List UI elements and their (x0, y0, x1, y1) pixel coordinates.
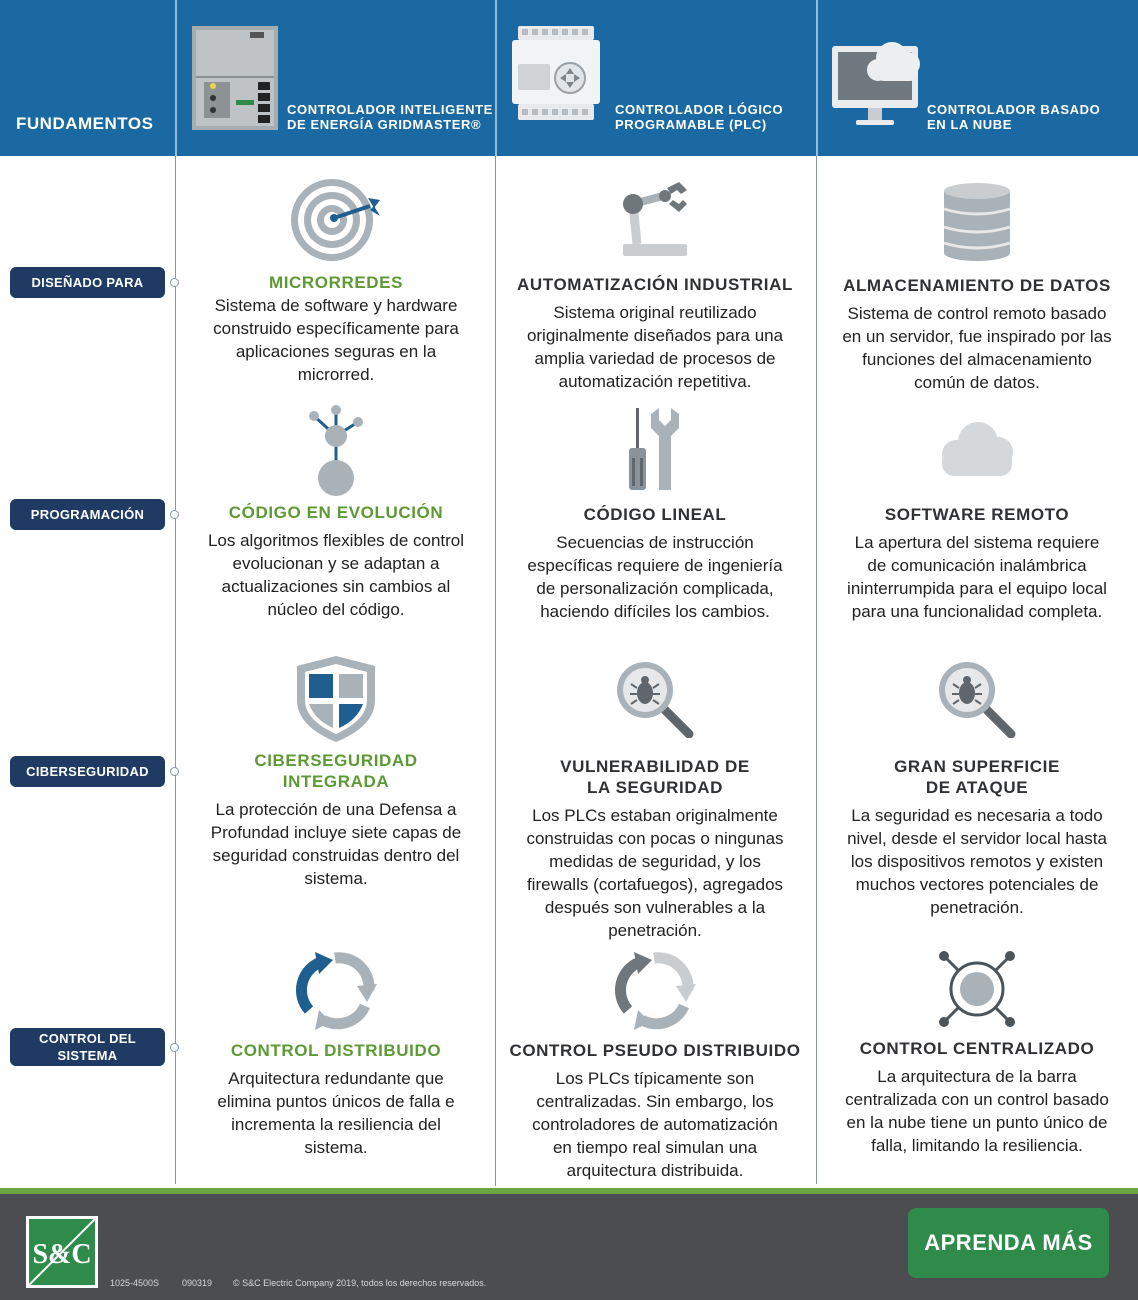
cell-title: CONTROL CENTRALIZADO (859, 1039, 1095, 1058)
header-bar (0, 0, 1138, 156)
cell-title: CIBERSEGURIDAD INTEGRADA (254, 751, 418, 791)
row-connector-dot (170, 510, 179, 519)
cloud-icon (938, 420, 1016, 480)
copyright-text: © S&C Electric Company 2019, todos los derechos reservados. (233, 1278, 487, 1288)
footer-bar (0, 1188, 1138, 1300)
cell-centralized-control (822, 948, 1132, 1157)
plc-module-icon (510, 24, 602, 124)
bug-magnifier-icon (615, 660, 695, 738)
header-divider (495, 0, 497, 156)
column-header-plc: CONTROLADOR LÓGICO PROGRAMABLE (PLC) (615, 102, 784, 132)
cell-remote-software (822, 420, 1132, 623)
gridmaster-cabinet-icon (192, 26, 278, 130)
cycle-arrows-gray-icon (610, 948, 700, 1032)
cell-title: GRAN SUPERFICIE DE ATAQUE (894, 757, 1060, 797)
row-connector-dot (170, 278, 179, 287)
cell-description: Sistema de software y hardware construido específicamente para aplicaciones seguras en la microrred. (213, 296, 459, 384)
cell-pseudo-distributed-control (500, 948, 810, 1182)
cell-description: Arquitectura redundante que elimina puntos únicos de falla e incrementa la resiliencia del sistema. (217, 1069, 455, 1157)
central-hub-icon (936, 948, 1018, 1030)
cell-title: CONTROL PSEUDO DISTRIBUIDO (509, 1041, 801, 1060)
date-code: 090319 (182, 1278, 213, 1288)
column-header-gridmaster: CONTROLADOR INTELIGENTE DE ENERGÍA GRIDMASTER® (287, 102, 493, 132)
target-icon (290, 176, 382, 264)
cell-description: Sistema de control remoto basado en un servidor, fue inspirado por las funciones del almacenamiento común de datos. (842, 304, 1112, 392)
column-divider (175, 156, 176, 1184)
doc-number: 1025-4500S (110, 1278, 160, 1288)
row-label-programming: PROGRAMACIÓN (10, 499, 165, 530)
cell-description: Los PLCs típicamente son centralizadas. Sin embargo, los controladores de automatización en tiempo real simulan una arquitectura distribuida. (532, 1069, 778, 1180)
learn-more-button[interactable]: APRENDA MÁS (908, 1208, 1109, 1278)
cell-evolving-code (181, 404, 491, 621)
evolving-nodes-icon (306, 404, 366, 498)
header-divider (175, 0, 177, 156)
cell-title: VULNERABILIDAD DE LA SEGURIDAD (560, 757, 750, 797)
cell-description: Los PLCs estaban originalmente construidas con pocas o ningunas medidas de seguridad, y los firewalls (cortafuegos), agregados después son vulnerables a la penetración. (526, 806, 784, 940)
cell-industrial-automation (500, 178, 810, 393)
cell-large-attack-surface (822, 660, 1132, 919)
cell-description: La seguridad es necesaria a todo nivel, desde el servidor local hasta los dispositivos remotos y existen muchos vectores potenciales de penetración. (847, 806, 1107, 917)
row-connector-dot (170, 767, 179, 776)
column-divider (816, 156, 817, 1184)
cell-title: CÓDIGO EN EVOLUCIÓN (228, 503, 444, 522)
row-label-designed-for: DISEÑADO PARA (10, 267, 165, 298)
row-label-system-control: CONTROL DEL SISTEMA (10, 1028, 165, 1066)
cell-title: CONTROL DISTRIBUIDO (230, 1041, 442, 1060)
cell-microgrids (181, 176, 491, 386)
cell-description: Los algoritmos flexibles de control evolucionan y se adaptan a actualizaciones sin cambios al núcleo del código. (207, 531, 465, 619)
cell-title: ALMACENAMIENTO DE DATOS (843, 276, 1111, 295)
logo-text: S&C (32, 1239, 92, 1270)
sc-logo[interactable] (26, 1216, 98, 1288)
cycle-arrows-icon (291, 948, 381, 1032)
shield-icon (295, 654, 377, 744)
cell-title: SOFTWARE REMOTO (884, 505, 1070, 524)
row-connector-dot (170, 1043, 179, 1052)
column-divider (495, 156, 496, 1186)
robot-arm-icon (615, 178, 695, 262)
column-header-cloud: CONTROLADOR BASADO EN LA NUBE (927, 102, 1101, 132)
row-label-cybersecurity: CIBERSEGURIDAD (10, 756, 165, 787)
cell-title: MICRORREDES (268, 273, 404, 292)
database-icon (942, 181, 1012, 261)
fundamentals-heading: FUNDAMENTOS (16, 114, 154, 133)
cloud-monitor-icon (830, 30, 928, 130)
cell-linear-code (500, 406, 810, 623)
sc-logo-icon (29, 1219, 95, 1285)
cell-description: Sistema original reutilizado originalmente diseñados para una amplia variedad de procesos de automatización repetitiva. (526, 303, 784, 391)
cell-security-vulnerability (500, 660, 810, 942)
cell-title: AUTOMATIZACIÓN INDUSTRIAL (517, 275, 793, 294)
bug-magnifier-icon (937, 660, 1017, 738)
cell-data-storage (822, 181, 1132, 394)
cell-description: Secuencias de instrucción específicas requiere de ingeniería de personalización complicada, haciendo difíciles los cambios. (527, 533, 783, 621)
cell-description: La apertura del sistema requiere de comunicación inalámbrica ininterrumpida para el equipo local para una funcionalidad completa. (847, 533, 1107, 621)
tools-icon (627, 406, 683, 492)
cell-description: La protección de una Defensa a Profundad incluye siete capas de seguridad construidas dentro del sistema. (210, 800, 462, 888)
cell-title: CÓDIGO LINEAL (583, 505, 727, 524)
cell-distributed-control (181, 948, 491, 1159)
cell-integrated-cybersecurity (181, 654, 491, 890)
header-divider (816, 0, 818, 156)
cell-description: La arquitectura de la barra centralizada con un control basado en la nube tiene un punto único de falla, limitando la resiliencia. (845, 1067, 1109, 1155)
